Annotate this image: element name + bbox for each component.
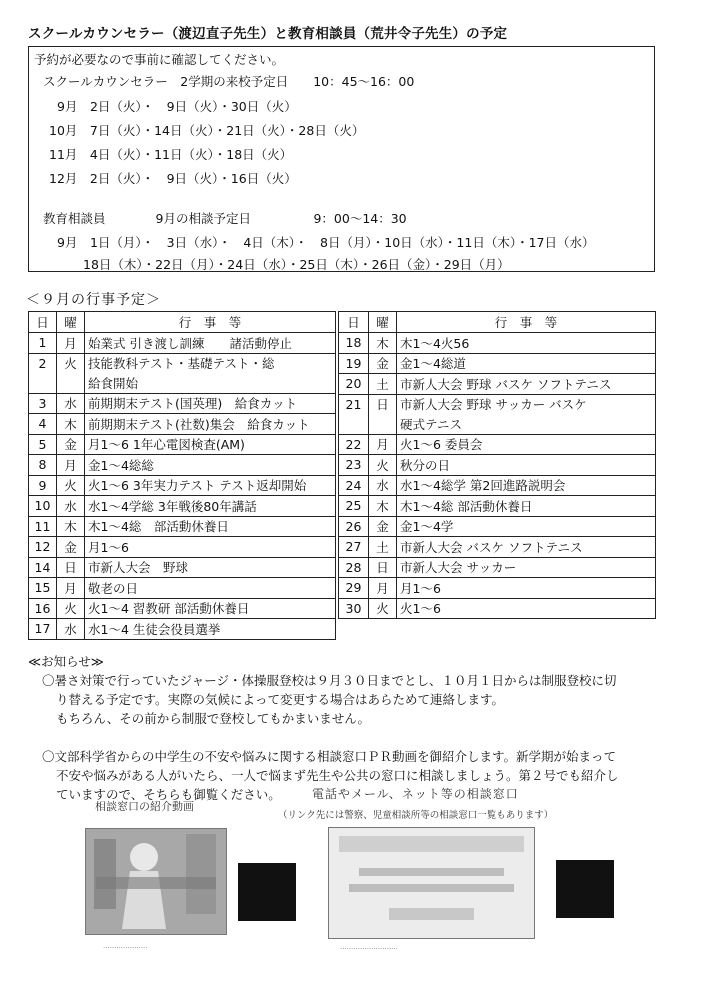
event-weekday: 土 xyxy=(369,374,397,395)
event-weekday: 水 xyxy=(57,393,85,414)
table-row xyxy=(29,434,336,455)
event-day: 22 xyxy=(339,434,369,455)
table-row xyxy=(339,516,656,537)
ec-date-row: 18日（木）・22日（月）・24日（水）・25日（木）・26日（金）・29日（月） xyxy=(83,257,510,272)
event-day: 29 xyxy=(339,578,369,599)
event-day: 10 xyxy=(29,496,57,517)
event-weekday: 金 xyxy=(369,353,397,374)
event-weekday: 月 xyxy=(57,455,85,476)
education-counselor-label: 教育相談員 9月の相談予定日 9：00～14：30 xyxy=(43,211,407,226)
event-day: 9 xyxy=(29,475,57,496)
table-row xyxy=(29,619,336,640)
table-row xyxy=(339,333,656,354)
table-header-row xyxy=(29,312,336,333)
notice-text: ていますので、そちらも御覧ください。 xyxy=(56,787,281,802)
event-text: 金1～4総道 xyxy=(397,353,656,374)
event-weekday: 火 xyxy=(369,598,397,619)
event-text: 木1～4総 部活動休養日 xyxy=(397,496,656,517)
table-row xyxy=(29,537,336,558)
event-text: 火1～6 委員会 xyxy=(397,434,656,455)
event-day: 27 xyxy=(339,537,369,558)
reservation-notice: 予約が必要なので事前に確認してください。 xyxy=(34,52,285,67)
notice-text: 〇文部科学省からの中学生の不安や悩みに関する相談窓口ＰＲ動画を御紹介します。新学期が始まって xyxy=(42,749,617,764)
event-text: 前期期末テスト(社数)集会 給食カット xyxy=(85,414,336,435)
table-row xyxy=(339,578,656,599)
event-day: 12 xyxy=(29,537,57,558)
event-weekday: 月 xyxy=(57,333,85,354)
events-table-left xyxy=(28,311,336,640)
event-weekday: 月 xyxy=(369,578,397,599)
event-text: 市新人大会 サッカー xyxy=(397,557,656,578)
qr-code-icon[interactable] xyxy=(238,863,296,921)
video-link-text: ···················· xyxy=(103,944,148,952)
table-row xyxy=(339,496,656,517)
table-row xyxy=(339,434,656,455)
event-text: 市新人大会 野球 xyxy=(85,557,336,578)
event-weekday: 水 xyxy=(57,496,85,517)
event-text: 秋分の日 xyxy=(397,455,656,476)
event-text: 木1～4火56 xyxy=(397,333,656,354)
event-day: 11 xyxy=(29,516,57,537)
contact-thumbnail-image xyxy=(329,828,534,938)
notice-text: もちろん、その前から制服で登校してもかまいません。 xyxy=(56,711,371,726)
event-day: 4 xyxy=(29,414,57,435)
event-weekday: 木 xyxy=(369,333,397,354)
event-text: 月1～6 xyxy=(397,578,656,599)
video-panel xyxy=(85,798,315,958)
event-text: 月1～6 1年心電図検査(AM) xyxy=(85,434,336,455)
event-text: 前期期末テスト(国英理) 給食カット xyxy=(85,393,336,414)
table-row xyxy=(339,353,656,374)
event-text: 市新人大会 バスケ ソフトテニス xyxy=(397,537,656,558)
event-weekday: 日 xyxy=(369,557,397,578)
counselor-schedule-box xyxy=(28,46,655,272)
table-header-row xyxy=(339,312,656,333)
sc-date-row: 12月 2日（火）・ 9日（火）・16日（火） xyxy=(49,171,297,186)
video-caption: 相談窓口の紹介動画 xyxy=(95,800,194,813)
event-text: 水1～4学総 3年戦後80年講話 xyxy=(85,496,336,517)
event-text: 木1～4総 部活動休養日 xyxy=(85,516,336,537)
event-text: 敬老の日 xyxy=(85,578,336,599)
event-text: 火1～6 xyxy=(397,598,656,619)
events-section-title: ＜９月の行事予定＞ xyxy=(26,292,161,308)
event-weekday: 金 xyxy=(57,434,85,455)
event-day: 28 xyxy=(339,557,369,578)
contact-panel xyxy=(278,785,645,960)
event-day: 16 xyxy=(29,598,57,619)
sc-date-row: 9月 2日（火）・ 9日（火）・30日（火） xyxy=(57,99,297,114)
qr-code-icon[interactable] xyxy=(556,860,614,918)
event-text: 技能教科テスト・基礎テスト・総 xyxy=(85,353,336,373)
header-day: 日 xyxy=(339,312,369,333)
table-row xyxy=(29,557,336,578)
table-row xyxy=(339,537,656,558)
event-text: 市新人大会 野球 サッカー バスケ xyxy=(397,394,656,414)
notices-heading: ≪お知らせ≫ xyxy=(28,654,104,669)
event-day: 26 xyxy=(339,516,369,537)
table-row xyxy=(29,353,336,373)
event-text: 硬式テニス xyxy=(397,414,656,434)
event-text: 始業式 引き渡し訓練 諸活動停止 xyxy=(85,333,336,354)
event-weekday: 火 xyxy=(369,455,397,476)
event-weekday: 日 xyxy=(369,394,397,434)
sc-date-row: 10月 7日（火）・14日（火）・21日（火）・28日（火） xyxy=(49,123,365,138)
event-weekday: 火 xyxy=(57,353,85,393)
event-weekday: 木 xyxy=(57,414,85,435)
contact-thumbnail[interactable] xyxy=(328,827,535,939)
event-weekday: 月 xyxy=(57,578,85,599)
contact-caption: 電話やメール、ネット等の相談窓口 xyxy=(312,787,519,801)
ec-date-row: 9月 1日（月）・ 3日（水）・ 4日（木）・ 8日（月）・10日（水）・11日（木）・17日（水） xyxy=(57,235,595,250)
notices-section xyxy=(28,652,668,804)
event-weekday: 火 xyxy=(57,598,85,619)
contact-note: （リンク先には警察、児童相談所等の相談窓口一覧もあります） xyxy=(278,810,554,821)
event-weekday: 日 xyxy=(57,557,85,578)
event-day: 24 xyxy=(339,475,369,496)
header-day: 日 xyxy=(29,312,57,333)
table-row xyxy=(339,455,656,476)
event-day: 5 xyxy=(29,434,57,455)
event-day: 25 xyxy=(339,496,369,517)
header-event: 行 事 等 xyxy=(397,312,656,333)
event-day: 15 xyxy=(29,578,57,599)
table-row xyxy=(339,598,656,619)
table-row xyxy=(339,394,656,414)
event-day: 20 xyxy=(339,374,369,395)
event-day: 17 xyxy=(29,619,57,640)
event-text: 水1～4 生徒会役員選挙 xyxy=(85,619,336,640)
sc-date-row: 11月 4日（火）・11日（火）・18日（火） xyxy=(49,147,293,162)
notice-text: 〇暑さ対策で行っていたジャージ・体操服登校は９月３０日までとし、１０月１日からは制服登校に切 xyxy=(42,673,617,688)
header-weekday: 曜 xyxy=(369,312,397,333)
event-text: 給食開始 xyxy=(85,373,336,393)
event-weekday: 水 xyxy=(57,619,85,640)
event-day: 3 xyxy=(29,393,57,414)
header-event: 行 事 等 xyxy=(85,312,336,333)
page-title: スクールカウンセラー（渡辺直子先生）と教育相談員（荒井令子先生）の予定 xyxy=(28,26,508,42)
school-counselor-label: スクールカウンセラー 2学期の来校予定日 10：45～16：00 xyxy=(43,74,415,89)
video-thumbnail[interactable] xyxy=(85,828,227,935)
header-weekday: 曜 xyxy=(57,312,85,333)
table-row xyxy=(29,578,336,599)
notice-text: 不安や悩みがある人がいたら、一人で悩まず先生や公共の窓口に相談しましょう。第２号でも紹介し xyxy=(56,768,619,783)
table-row xyxy=(29,455,336,476)
table-row xyxy=(29,496,336,517)
event-day: 30 xyxy=(339,598,369,619)
event-weekday: 金 xyxy=(57,537,85,558)
event-weekday: 木 xyxy=(369,496,397,517)
table-row xyxy=(339,374,656,395)
table-row xyxy=(339,557,656,578)
event-day: 1 xyxy=(29,333,57,354)
event-day: 14 xyxy=(29,557,57,578)
event-day: 8 xyxy=(29,455,57,476)
event-text: 火1～6 3年実力テスト テスト返却開始 xyxy=(85,475,336,496)
table-row xyxy=(29,475,336,496)
event-day: 23 xyxy=(339,455,369,476)
table-row xyxy=(29,414,336,435)
table-row xyxy=(339,475,656,496)
event-day: 2 xyxy=(29,353,57,393)
event-day: 18 xyxy=(339,333,369,354)
event-weekday: 火 xyxy=(57,475,85,496)
event-text: 金1～4総総 xyxy=(85,455,336,476)
event-text: 月1～6 xyxy=(85,537,336,558)
event-weekday: 木 xyxy=(57,516,85,537)
events-table-right xyxy=(338,311,656,619)
event-day: 19 xyxy=(339,353,369,374)
table-row xyxy=(29,333,336,354)
video-thumbnail-image xyxy=(86,829,226,934)
event-weekday: 月 xyxy=(369,434,397,455)
event-text: 水1～4総学 第2回進路説明会 xyxy=(397,475,656,496)
event-day: 21 xyxy=(339,394,369,434)
event-text: 市新人大会 野球 バスケ ソフトテニス xyxy=(397,374,656,395)
contact-link-text: ·························· xyxy=(340,945,398,953)
event-weekday: 金 xyxy=(369,516,397,537)
table-row xyxy=(29,393,336,414)
event-text: 火1～4 習教研 部活動休養日 xyxy=(85,598,336,619)
table-row xyxy=(29,516,336,537)
event-weekday: 土 xyxy=(369,537,397,558)
table-row xyxy=(29,598,336,619)
notice-text: り替える予定です。実際の気候によって変更する場合はあらためて連絡します。 xyxy=(56,692,505,707)
event-weekday: 水 xyxy=(369,475,397,496)
event-text: 金1～4学 xyxy=(397,516,656,537)
